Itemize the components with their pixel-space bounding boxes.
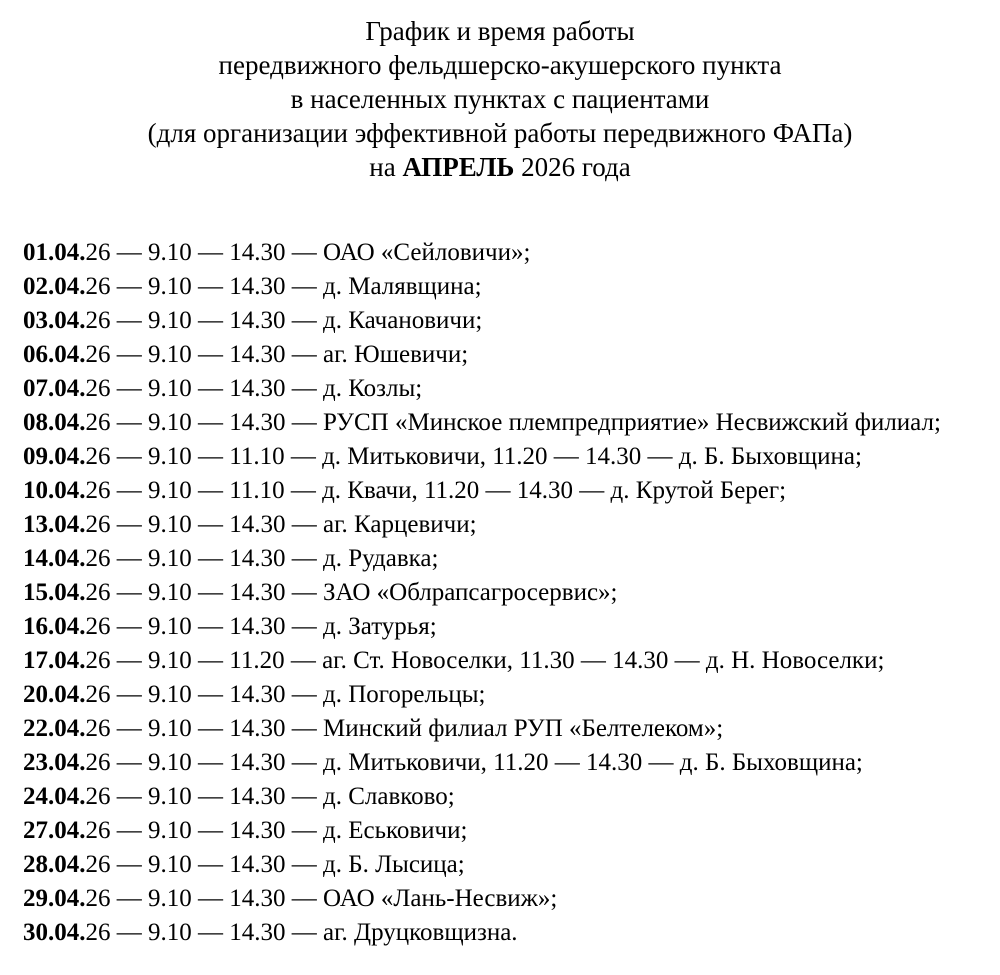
heading-line-4: (для организации эффективной работы передвижного ФАПа) (147, 118, 853, 148)
schedule-row (23, 474, 993, 508)
schedule-date: 03.04. (23, 307, 86, 334)
schedule-details: 26 — 9.10 — 14.30 — ОАО «Сейловичи»; (85, 239, 531, 266)
heading-month-prefix: на (369, 152, 403, 182)
schedule-details: 26 — 9.10 — 14.30 — Минский филиал РУП «Белтелеком»; (85, 715, 724, 742)
schedule-details: 26 — 9.10 — 11.20 — аг. Ст. Новоселки, 11.30 — 14.30 — д. Н. Новоселки; (85, 647, 885, 674)
schedule-details: 26 — 9.10 — 14.30 — д. Малявщина; (85, 273, 482, 300)
schedule-row (23, 916, 993, 950)
schedule-details: 26 — 9.10 — 14.30 — д. Славково; (85, 783, 455, 810)
heading-line-3: в населенных пунктах с пациентами (290, 84, 710, 114)
schedule-row (23, 780, 993, 814)
schedule-details: 26 — 9.10 — 14.30 — д. Еськовичи; (85, 817, 468, 844)
schedule-date: 27.04. (23, 817, 86, 844)
schedule-row (23, 236, 993, 270)
schedule-details: 26 — 9.10 — 14.30 — д. Козлы; (85, 375, 423, 402)
schedule-list (23, 236, 993, 950)
schedule-date: 30.04. (23, 919, 86, 946)
schedule-details: 26 — 9.10 — 14.30 — д. Качановичи; (85, 307, 483, 334)
schedule-date: 13.04. (23, 511, 86, 538)
schedule-details: 26 — 9.10 — 14.30 — аг. Юшевичи; (85, 341, 469, 368)
schedule-date: 16.04. (23, 613, 86, 640)
schedule-date: 02.04. (23, 273, 86, 300)
schedule-date: 14.04. (23, 545, 86, 572)
schedule-details: 26 — 9.10 — 14.30 — д. Митьковичи, 11.20 — 14.30 — д. Б. Быховщина; (85, 749, 863, 776)
heading-line-1: График и время работы (365, 16, 635, 46)
schedule-row (23, 678, 993, 712)
schedule-date: 09.04. (23, 443, 86, 470)
schedule-row (23, 882, 993, 916)
schedule-date: 29.04. (23, 885, 86, 912)
schedule-row (23, 270, 993, 304)
schedule-row (23, 508, 993, 542)
schedule-row (23, 712, 993, 746)
schedule-row (23, 610, 993, 644)
schedule-details: 26 — 9.10 — 14.30 — д. Затурья; (85, 613, 437, 640)
schedule-row (23, 814, 993, 848)
schedule-date: 17.04. (23, 647, 86, 674)
schedule-date: 22.04. (23, 715, 86, 742)
schedule-date: 28.04. (23, 851, 86, 878)
schedule-row (23, 372, 993, 406)
document-heading (0, 14, 1000, 184)
schedule-details: 26 — 9.10 — 14.30 — д. Рудавка; (85, 545, 439, 572)
schedule-date: 20.04. (23, 681, 86, 708)
schedule-date: 24.04. (23, 783, 86, 810)
schedule-date: 01.04. (23, 239, 86, 266)
schedule-row (23, 746, 993, 780)
schedule-date: 08.04. (23, 409, 86, 436)
heading-line-2: передвижного фельдшерско-акушерского пункта (218, 50, 782, 80)
schedule-row (23, 644, 993, 678)
schedule-row (23, 440, 993, 474)
schedule-details: 26 — 9.10 — 14.30 — д. Погорельцы; (85, 681, 486, 708)
schedule-details: 26 — 9.10 — 14.30 — аг. Друцковщизна. (85, 919, 518, 946)
schedule-details: 26 — 9.10 — 14.30 — аг. Карцевичи; (85, 511, 477, 538)
schedule-date: 06.04. (23, 341, 86, 368)
schedule-row (23, 848, 993, 882)
heading-line-5 (0, 150, 1000, 184)
schedule-details: 26 — 9.10 — 14.30 — ЗАО «Облрапсагросервис»; (85, 579, 618, 606)
heading-month: АПРЕЛЬ (402, 152, 515, 182)
schedule-details: 26 — 9.10 — 11.10 — д. Митьковичи, 11.20 — 14.30 — д. Б. Быховщина; (85, 443, 862, 470)
schedule-date: 15.04. (23, 579, 86, 606)
schedule-details: 26 — 9.10 — 14.30 — РУСП «Минское племпредприятие» Несвижский филиал; (85, 409, 941, 436)
schedule-date: 23.04. (23, 749, 86, 776)
schedule-date: 10.04. (23, 477, 86, 504)
heading-year: 2026 года (514, 152, 631, 182)
schedule-row (23, 304, 993, 338)
schedule-row (23, 576, 993, 610)
schedule-details: 26 — 9.10 — 11.10 — д. Квачи, 11.20 — 14.30 — д. Крутой Берег; (85, 477, 787, 504)
schedule-details: 26 — 9.10 — 14.30 — ОАО «Лань-Несвиж»; (85, 885, 558, 912)
schedule-row (23, 338, 993, 372)
schedule-row (23, 542, 993, 576)
schedule-date: 07.04. (23, 375, 86, 402)
schedule-row (23, 406, 993, 440)
schedule-details: 26 — 9.10 — 14.30 — д. Б. Лысица; (85, 851, 465, 878)
